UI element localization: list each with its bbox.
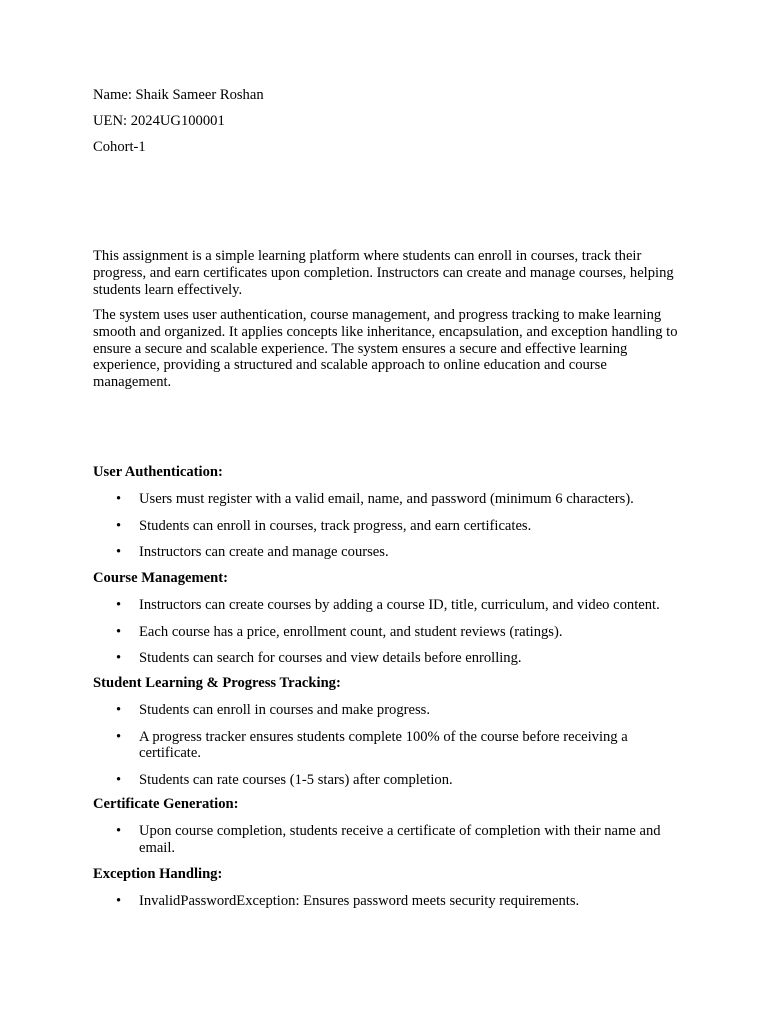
list-item-text: Students can enroll in courses, track progress, and earn certificates. xyxy=(139,517,532,534)
section-certificate-generation xyxy=(93,796,693,856)
bullet-icon: • xyxy=(116,596,122,613)
list-item xyxy=(93,624,664,641)
bullet-icon: • xyxy=(116,728,122,745)
bullet-icon: • xyxy=(116,892,122,909)
list-item xyxy=(93,893,664,910)
bullet-list xyxy=(93,491,693,561)
list-item xyxy=(93,729,664,763)
student-uen: UEN: 2024UG100001 xyxy=(93,113,225,129)
bullet-icon: • xyxy=(116,544,122,561)
bullet-icon: • xyxy=(116,517,122,534)
bullet-icon: • xyxy=(116,623,122,640)
list-item-text: Students can search for courses and view details before enrolling. xyxy=(139,650,522,667)
list-item-text: Users must register with a valid email, name, and password (minimum 6 characters). xyxy=(139,490,634,507)
section-exception-handling xyxy=(93,866,693,910)
bullet-icon: • xyxy=(116,701,122,718)
bullet-icon: • xyxy=(116,650,122,667)
list-item-text: A progress tracker ensures students complete 100% of the course before receiving a certificate. xyxy=(139,728,628,762)
list-item-text: Students can enroll in courses and make progress. xyxy=(139,701,430,718)
section-progress-tracking xyxy=(93,675,693,789)
bullet-icon: • xyxy=(116,490,122,507)
bullet-list xyxy=(93,823,693,857)
section-heading: Certificate Generation: xyxy=(93,796,239,812)
bullet-icon: • xyxy=(116,772,122,789)
list-item-text: Students can rate courses (1-5 stars) after completion. xyxy=(139,772,453,789)
list-item-text: Each course has a price, enrollment count, and student reviews (ratings). xyxy=(139,623,563,640)
list-item-text: InvalidPasswordException: Ensures password meets security requirements. xyxy=(139,892,580,909)
list-item xyxy=(93,650,664,667)
list-item xyxy=(93,772,664,789)
bullet-list xyxy=(93,893,693,910)
bullet-icon: • xyxy=(116,822,122,839)
intro-paragraph-2: The system uses user authentication, course management, and progress tracking to make learning smooth and organized. It applies concepts like inheritance, encapsulation, and exception handling to ensure a secure and scalable experience. The system ensures a secure and effective learning experience, providing a structured and scalable approach to online education and course management. xyxy=(93,307,678,391)
section-course-management xyxy=(93,570,693,667)
bullet-list xyxy=(93,702,693,789)
section-heading: Exception Handling: xyxy=(93,866,223,882)
intro-paragraph-1: This assignment is a simple learning platform where students can enroll in courses, track their progress, and earn certificates upon completion. Instructors can create and manage courses, helping students learn effectively. xyxy=(93,248,674,298)
section-heading: Student Learning & Progress Tracking: xyxy=(93,675,341,691)
list-item xyxy=(93,702,664,719)
list-item xyxy=(93,597,664,614)
list-item xyxy=(93,544,664,561)
bullet-list xyxy=(93,597,693,667)
list-item-text: Instructors can create and manage courses. xyxy=(139,544,389,561)
list-item-text: Instructors can create courses by adding a course ID, title, curriculum, and video content. xyxy=(139,596,660,613)
list-item-text: Upon course completion, students receive a certificate of completion with their name and email. xyxy=(139,822,661,856)
list-item xyxy=(93,518,664,535)
list-item xyxy=(93,823,664,857)
section-heading: User Authentication: xyxy=(93,464,223,480)
student-name: Name: Shaik Sameer Roshan xyxy=(93,87,264,103)
cohort-label: Cohort-1 xyxy=(93,139,146,155)
section-user-authentication xyxy=(93,464,693,561)
section-heading: Course Management: xyxy=(93,570,228,586)
list-item xyxy=(93,491,664,508)
